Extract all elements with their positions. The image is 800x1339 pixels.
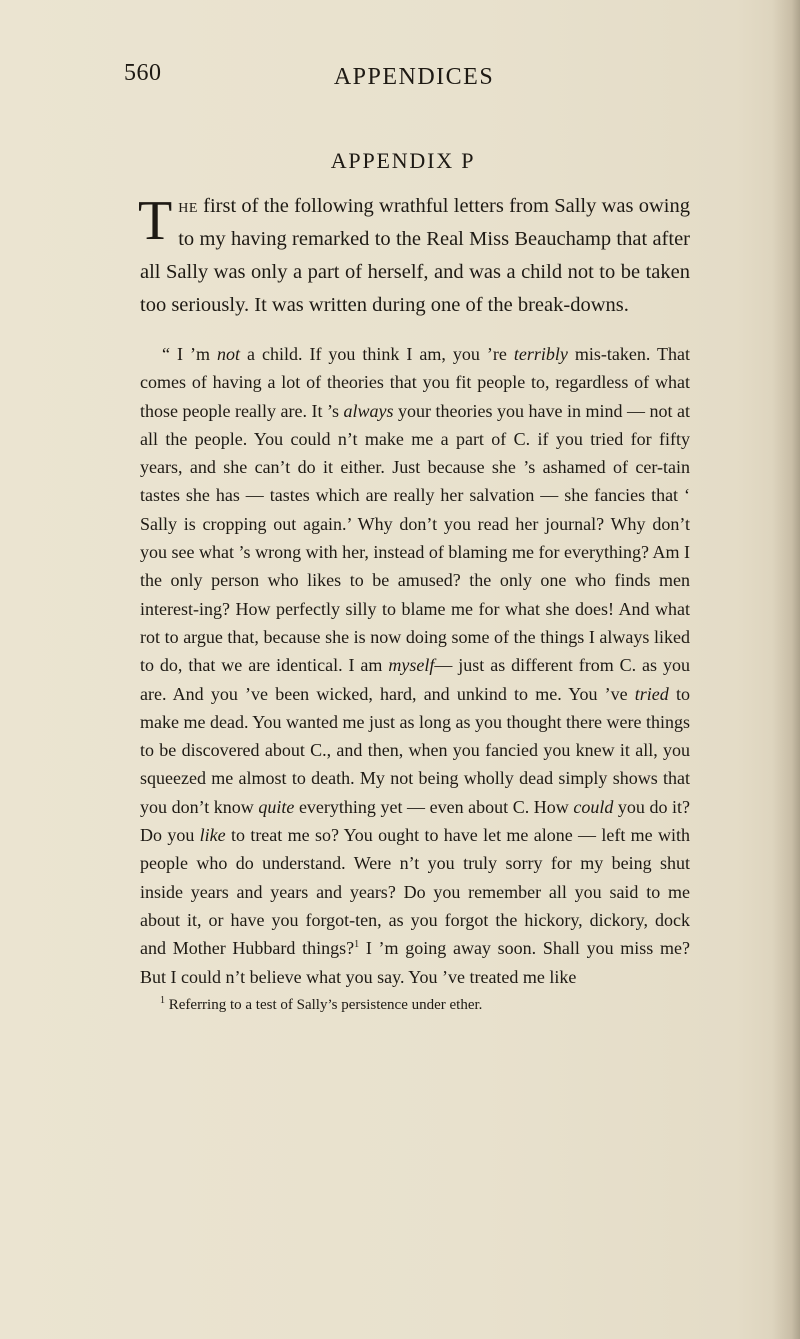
- letter-text: to make me dead. You wanted me just as long as you thought there were things to be discovered about C., and then, when you fancied you knew it all, you squeezed me almost to death. My not being wholly dead simply shows that you don’t know: [140, 683, 690, 817]
- letter-emphasis: not: [216, 344, 240, 364]
- letter-text: everything yet — even about C. How: [294, 796, 574, 817]
- intro-paragraph: [140, 190, 690, 322]
- body-text: [140, 190, 690, 1015]
- letter-emphasis: quite: [258, 796, 295, 817]
- appendix-title: APPENDIX P: [330, 148, 476, 173]
- letter-text: mis-taken. That comes of having a lot of theories that you fit people to, regardless of what those people really are. It ’s: [140, 344, 691, 421]
- footnote: [140, 995, 690, 1015]
- footnote-text: Referring to a test of Sally’s persistence under ether.: [168, 996, 483, 1013]
- letter-emphasis: always: [343, 400, 394, 421]
- footnote-reference: 1: [354, 939, 360, 951]
- letter-text: a child. If you think I am, you ’re: [239, 344, 514, 364]
- page-number: 560: [124, 60, 162, 86]
- letter-text: you do it? Do you: [140, 796, 691, 846]
- letter-text: — just as different from C. as you are. And you ’ve been wicked, hard, and unkind to me. You ’ve: [140, 655, 690, 704]
- letter-emphasis: tried: [634, 683, 669, 704]
- intro-text: first of the following wrathful letters from Sally was owing to my having remarked to the Real Miss Beauchamp that after all Sally was only a part of herself, and was a child not to be taken too seriously. It was written during one of the break-downs.: [140, 195, 690, 316]
- footnote-mark: 1: [160, 994, 165, 1006]
- letter-emphasis: like: [199, 825, 226, 846]
- drop-cap: T: [138, 190, 173, 252]
- letter-text: your theories you have in mind — not at all the people. You could n’t make me a part of C. if you tried for fifty years, and she can’t do it either. Just because she ’s ashamed of cer-tain tastes she has — tastes which are really her salvation — she fancies that ‘ Sally is cropping out again.’ Why don’t you read her journal? Why don’t you see what ’s wrong with her, instead of blaming me for everything? Am I the only person who likes to be amused? the only one who finds men interest-ing? How perfectly silly to blame me for what she does! And what rot to argue that, because she is now doing some of the things I always liked to do, that we are identical. I am: [140, 400, 690, 676]
- letter-text: I ’m going away soon. Shall you miss me? But I could n’t believe what you say. You ’ve treated me like: [140, 938, 690, 987]
- letter-emphasis: terribly: [513, 344, 568, 364]
- letter-emphasis: myself: [388, 655, 435, 676]
- page-edge-shadow: [772, 0, 800, 1339]
- letter-emphasis: could: [573, 796, 614, 817]
- page-header: [0, 60, 800, 100]
- intro-small-caps: he: [178, 195, 198, 217]
- running-head: APPENDICES: [333, 64, 495, 90]
- letter-paragraph: [140, 340, 690, 991]
- letter-text: “ I ’m: [162, 344, 217, 364]
- letter-text: to treat me so? You ought to have let me alone — left me with people who do understand. Were n’t you truly sorry for my being shut inside years and years and years? Do you remember all you said to me about it, or have you forgot-ten, as you forgot the hickory, dickory, dock and Mother Hubbard things?: [140, 825, 690, 959]
